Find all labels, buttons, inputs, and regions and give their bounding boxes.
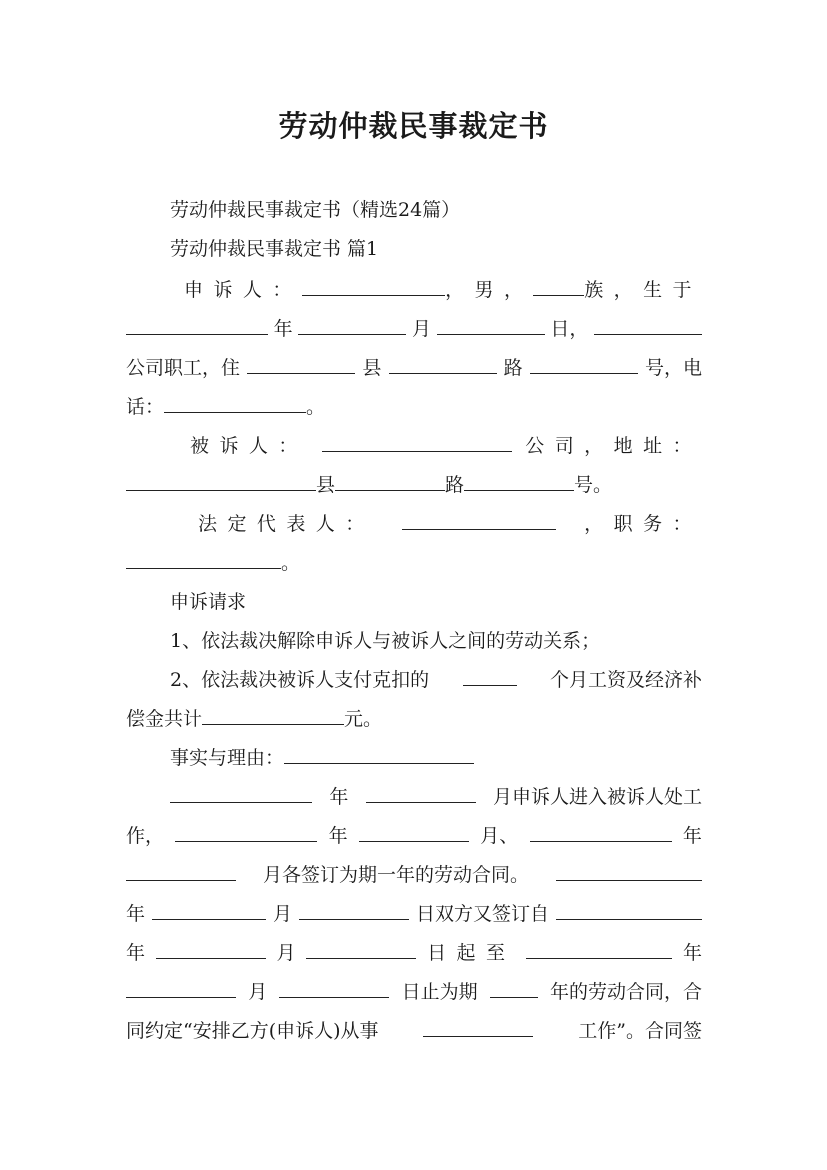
facts-heading-line: [170, 744, 746, 772]
blank-respondent-county: [335, 471, 445, 491]
blank-company: [594, 315, 702, 335]
fact-line-7-text: 同约定“安排乙方(申诉人)从事: [126, 1020, 379, 1042]
blank-amount: [202, 705, 344, 725]
county-label: 县: [362, 357, 382, 379]
facts-line-4: [126, 900, 702, 928]
complainant-line-2: [126, 315, 702, 343]
fact-month-4-label: 月: [272, 903, 292, 925]
claims-heading: 申诉请求: [170, 591, 247, 613]
fact-line-3-text: 月各签订为期一年的劳动合同。: [262, 864, 529, 886]
blank-phone: [164, 393, 306, 413]
blank-fact-year-5: [556, 900, 702, 920]
blank-fact-year-2: [175, 822, 317, 842]
respondent-county-label: 县: [316, 474, 336, 496]
fact-year-2-label: 年: [328, 825, 348, 847]
claim-2-line-1: [170, 666, 702, 694]
respondent-company-address: 公司，地址：: [525, 435, 702, 457]
birth-month-label: 月: [411, 318, 431, 340]
respondent-line-1: [190, 432, 702, 460]
facts-line-5: [126, 939, 702, 967]
fact-line-5-mid: 日起至: [427, 942, 516, 964]
complainant-line-3: [126, 354, 702, 382]
fact-year-1-label: 年: [329, 786, 349, 808]
blank-facts: [284, 744, 474, 764]
claim-1: 1、依法裁决解除申诉人与被诉人之间的劳动关系；: [170, 630, 601, 652]
claim-2-text-a: 2、依法裁决被诉人支付克扣的: [170, 669, 430, 691]
fact-line-2-head: 作，: [126, 825, 165, 847]
blank-birth-day: [437, 315, 545, 335]
birth-day-label: 日，: [550, 318, 589, 340]
claim-2-text-c: 偿金共计: [126, 708, 203, 730]
complainant-label: 申诉人：: [184, 279, 302, 301]
fact-month-5-label: 月: [276, 942, 296, 964]
blank-fact-day-4: [299, 900, 409, 920]
blank-fact-month-1: [366, 783, 476, 803]
fact-line-7-tail: 工作”。合同签: [578, 1020, 702, 1042]
blank-fact-work: [423, 1017, 533, 1037]
respondent-label: 被诉人：: [190, 435, 308, 457]
respondent-number-label: 号。: [574, 474, 613, 496]
section-heading: 劳动仲裁民事裁定书 篇1: [170, 238, 379, 260]
complainant-gender: ，男，: [445, 279, 534, 301]
legal-rep-line-2: [126, 549, 702, 577]
blank-fact-month-4: [152, 900, 266, 920]
blank-county: [247, 354, 355, 374]
fact-month-sep: 月、: [480, 825, 519, 847]
respondent-road-label: 路: [445, 474, 465, 496]
fact-year-3-label: 年: [682, 825, 702, 847]
blank-fact-day-6: [279, 978, 389, 998]
fact-year-4-label: 年: [126, 903, 146, 925]
blank-legal-rep: [402, 510, 556, 530]
facts-line-3: [126, 861, 702, 889]
blank-fact-date-a: [556, 861, 702, 881]
blank-respondent-road: [464, 471, 574, 491]
claim-2-text-d: 元。: [344, 708, 383, 730]
blank-road: [389, 354, 497, 374]
fact-line-6-text: 日止为期: [401, 981, 478, 1003]
legal-rep-label: 法定代表人：: [198, 513, 375, 535]
blank-fact-month-2: [359, 822, 469, 842]
blank-fact-month-6: [126, 978, 236, 998]
phone-end: 。: [306, 396, 326, 418]
blank-months: [463, 666, 517, 686]
birth-year-label: 年: [273, 318, 293, 340]
legal-rep-line-1: [198, 510, 702, 538]
fact-line-4-tail: 日双方又签订自: [415, 903, 549, 925]
blank-fact-term: [490, 978, 538, 998]
facts-heading: 事实与理由：: [170, 747, 285, 769]
claim-2-line-2: [126, 705, 702, 733]
company-staff-text: 公司职工，住: [126, 357, 241, 379]
blank-birth-month: [298, 315, 406, 335]
complainant-line-4: [126, 393, 702, 421]
phone-label: 话：: [126, 396, 165, 418]
respondent-line-2: [126, 471, 702, 499]
document-subtitle: 劳动仲裁民事裁定书（精选24篇）: [170, 199, 461, 221]
blank-fact-year-6: [526, 939, 672, 959]
legal-rep-position: ，职务：: [584, 513, 702, 535]
blank-respondent-city: [126, 471, 316, 491]
blank-fact-day-5: [306, 939, 416, 959]
blank-position: [126, 549, 281, 569]
blank-name: [302, 276, 445, 296]
blank-respondent-company: [322, 432, 512, 452]
legal-rep-end: 。: [281, 552, 301, 574]
road-label: 路: [503, 357, 523, 379]
facts-line-1: [170, 783, 702, 811]
claim-2-text-b: 个月工资及经济补: [549, 669, 702, 691]
blank-fact-month-5: [156, 939, 266, 959]
blank-fact-year-3: [530, 822, 672, 842]
fact-year-5-label: 年: [126, 942, 146, 964]
number-phone-label: 号，电: [644, 357, 702, 379]
facts-line-7: [126, 1017, 702, 1045]
fact-year-6-label: 年: [682, 942, 702, 964]
blank-fact-month-3: [126, 861, 236, 881]
fact-month-6-label: 月: [248, 981, 268, 1003]
fact-line-6-tail: 年的劳动合同，合: [549, 981, 702, 1003]
complainant-ethnicity: 族，生于: [584, 279, 702, 301]
complainant-line-1: [184, 276, 702, 304]
blank-birth-year: [126, 315, 268, 335]
blank-fact-year-1: [170, 783, 312, 803]
facts-line-2: [126, 822, 702, 850]
facts-line-6: [126, 978, 702, 1006]
blank-ethnicity: [533, 276, 584, 296]
document-title: 劳动仲裁民事裁定书: [278, 109, 549, 143]
fact-line-1-tail: 月申诉人进入被诉人处工: [492, 786, 702, 808]
blank-number: [530, 354, 638, 374]
